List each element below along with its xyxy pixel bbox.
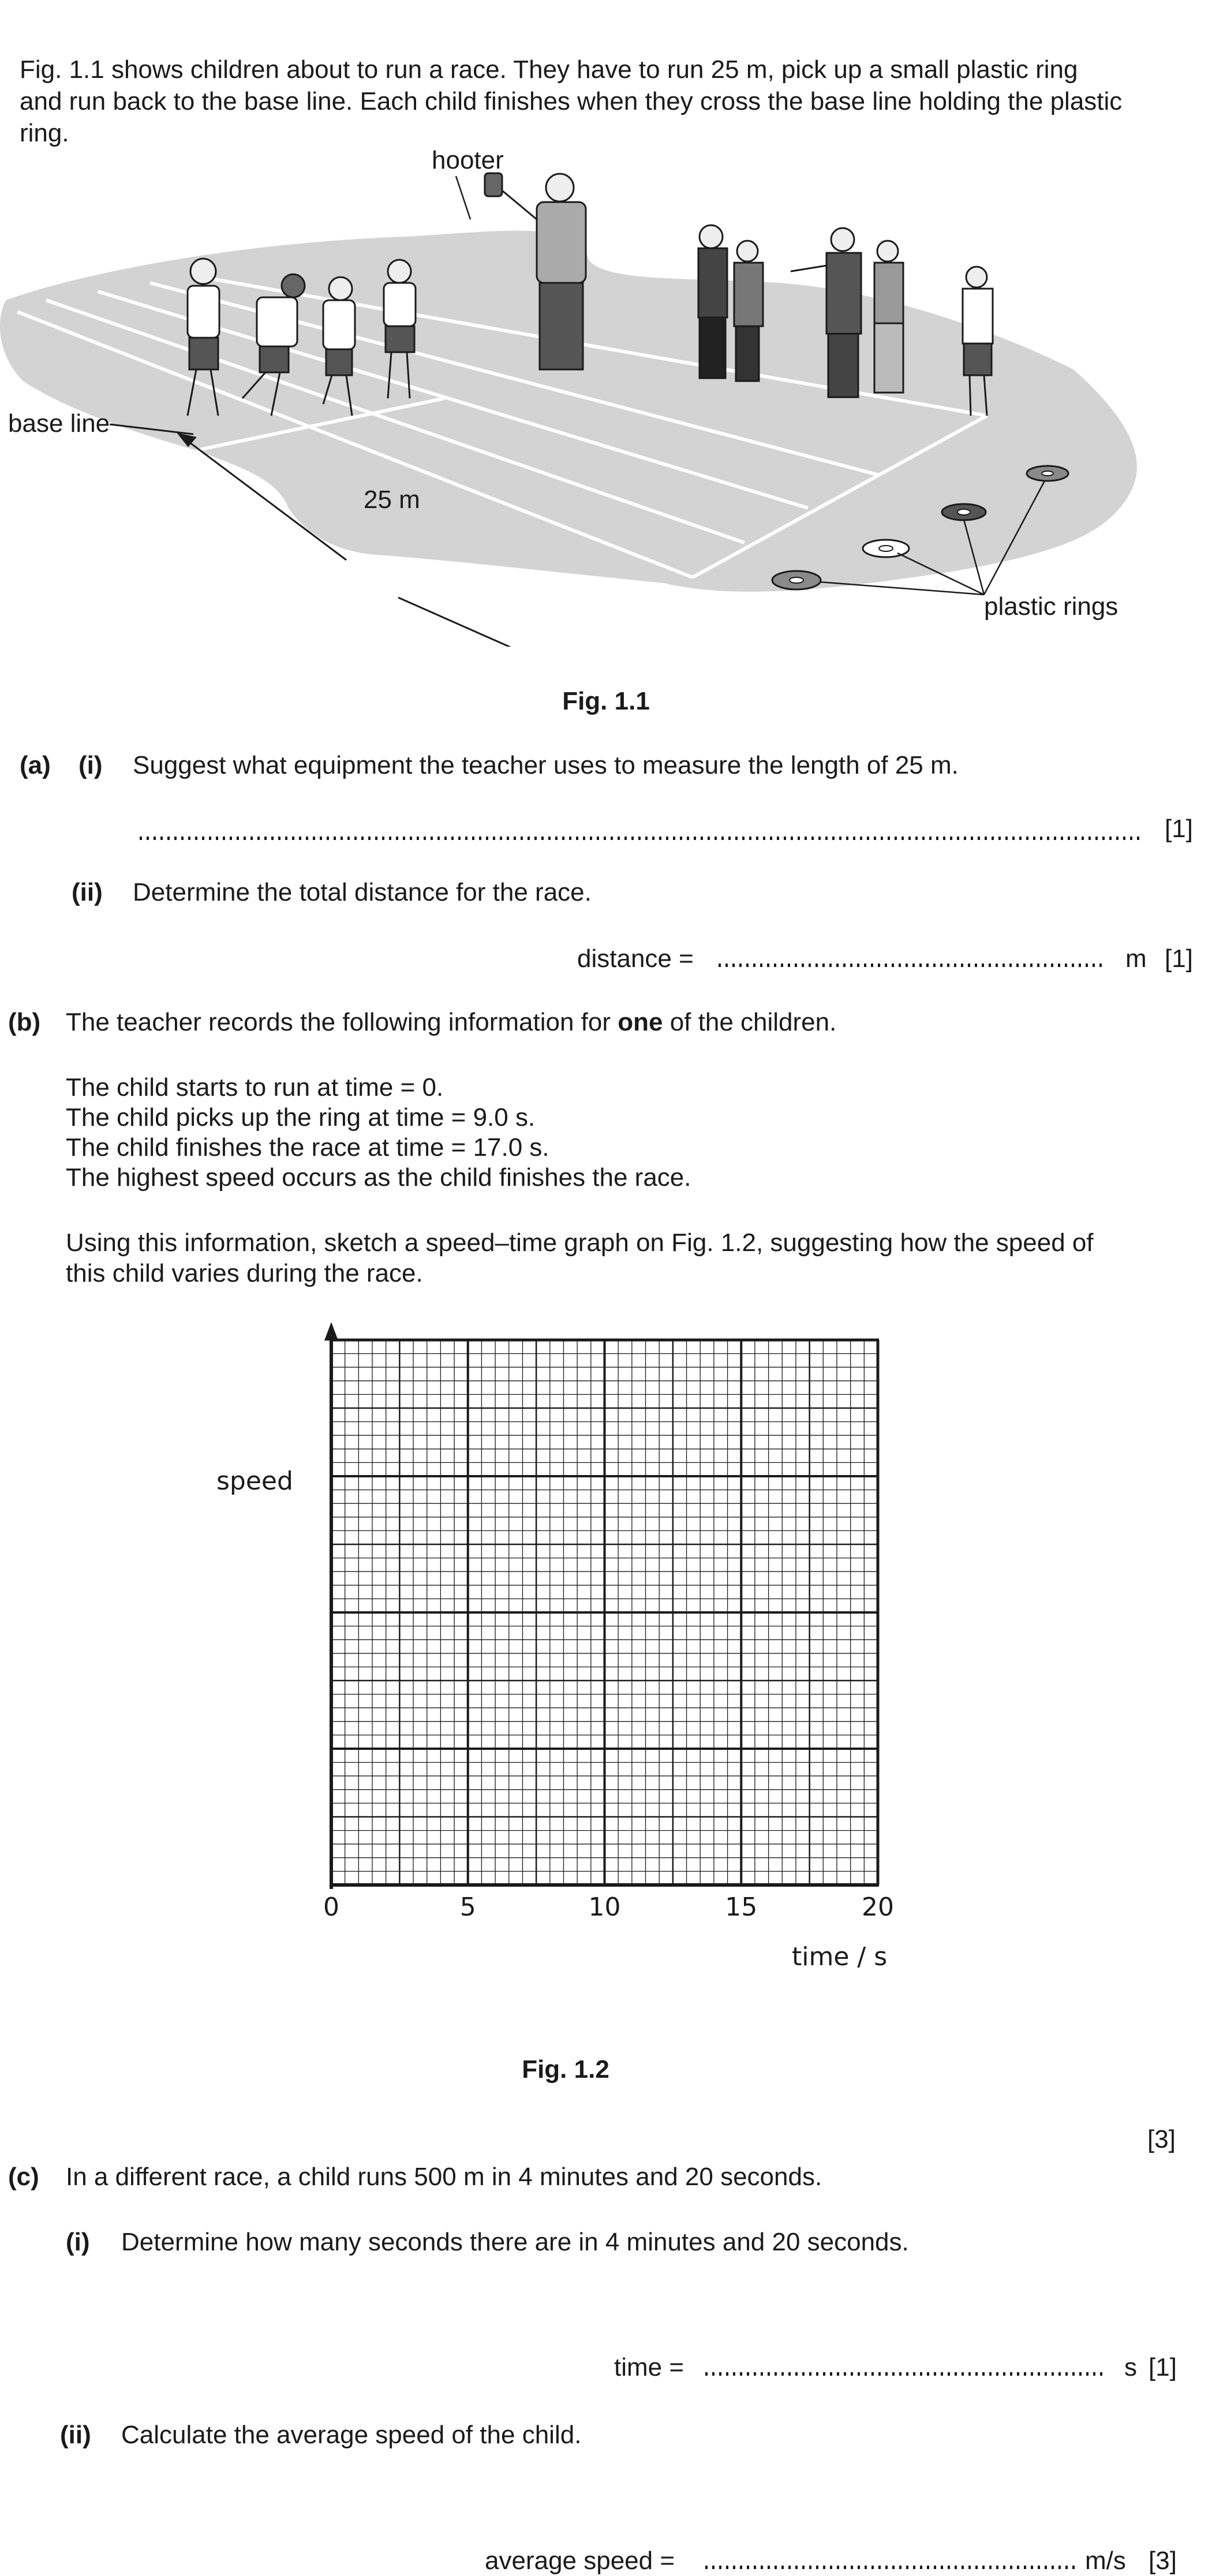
distance-unit: m [1125,944,1147,973]
part-c-ii-question: Calculate the average speed of the child. [121,2421,582,2449]
part-a-ii-question: Determine the total distance for the race. [133,878,592,906]
hooter-label: hooter [432,146,504,174]
x-axis-label: time / s [792,1942,888,1972]
part-c-i-label: (i) [66,2228,90,2256]
part-a-i-question: Suggest what equipment the teacher uses to measure the length of 25 m. [133,751,959,779]
fact-highest-speed: The highest speed occurs as the child finishes the race. [66,1163,691,1192]
race-illustration [0,127,1212,647]
grid-minor-lines [331,1340,878,1885]
fact-ring-pickup-time: The child picks up the ring at time = 9.0 s. [66,1103,536,1132]
time-unit: s [1124,2353,1137,2381]
part-a-i-label: (i) [78,751,103,779]
intro-line-3: ring. [20,119,69,147]
part-b-intro-start: The teacher records the following information for [66,1008,618,1036]
part-c-i-question: Determine how many seconds there are in 4 minutes and 20 seconds. [121,2228,909,2256]
figure-1-2-caption: Fig. 1.2 [522,2055,609,2084]
part-a-ii-label: (ii) [72,878,103,906]
figure-1-1-caption: Fig. 1.1 [562,687,650,715]
part-c-label: (c) [8,2163,39,2191]
part-b-intro-emphasis: one [618,1008,663,1036]
x-tick-label: 5 [459,1892,476,1922]
grid-medium-lines [331,1340,878,1885]
part-a-i-marks: [1] [1165,815,1193,843]
distance-answer-prefix: distance = [577,944,694,973]
time-answer-prefix: time = [614,2353,684,2381]
spectator-2 [734,241,763,381]
plastic-rings-label: plastic rings [984,592,1119,621]
fact-start-time: The child starts to run at time = 0. [66,1073,444,1102]
hooter-pointer [456,176,470,219]
x-tick-label: 20 [862,1892,894,1922]
part-c-ii-marks: [3] [1149,2547,1177,2575]
x-tick-label: 15 [725,1892,758,1922]
part-c-ii-label: (ii) [60,2421,91,2449]
part-b-label: (b) [8,1008,41,1036]
base-line-label: base line [8,409,110,438]
intro-line-2: and run back to the base line. Each child finishes when they cross the base line holding the plastic [20,87,1123,115]
spectator-1 [698,225,727,378]
fact-finish-time: The child finishes the race at time = 17.0 s. [66,1133,549,1162]
part-a-i-answer-line[interactable] [140,837,1144,840]
time-answer-line[interactable] [705,2372,1106,2376]
x-tick-label: 10 [588,1892,621,1922]
part-c-i-marks: [1] [1149,2353,1177,2381]
part-b-instruction-line-2: this child varies during the race. [66,1259,423,1287]
x-tick-label: 0 [323,1892,339,1922]
part-a-ii-marks: [1] [1165,944,1193,973]
part-b-marks: [3] [1147,2125,1176,2153]
distance-label: 25 m [364,486,420,514]
x-tick-labels [323,1892,894,1922]
hooter-icon [485,173,502,196]
part-b-instruction-line-1: Using this information, sketch a speed–time graph on Fig. 1.2, suggesting how the speed of [66,1229,1094,1257]
part-b-intro-end: of the children. [663,1008,837,1036]
average-speed-unit: m/s [1085,2547,1126,2575]
y-axis-arrow-icon [324,1322,338,1341]
average-speed-answer-prefix: average speed = [485,2547,675,2575]
y-axis-label: speed [216,1466,293,1496]
average-speed-answer-line[interactable] [705,2566,1075,2569]
part-a-label: (a) [20,751,51,779]
distance-answer-line[interactable] [719,964,1105,967]
part-b-intro [66,1007,836,1037]
grid-major-lines [331,1340,879,1885]
spectator-4 [874,241,903,393]
part-c-intro: In a different race, a child runs 500 m in 4 minutes and 20 seconds. [66,2163,822,2191]
intro-line-1: Fig. 1.1 shows children about to run a race. They have to run 25 m, pick up a small plastic ring [20,55,1078,84]
